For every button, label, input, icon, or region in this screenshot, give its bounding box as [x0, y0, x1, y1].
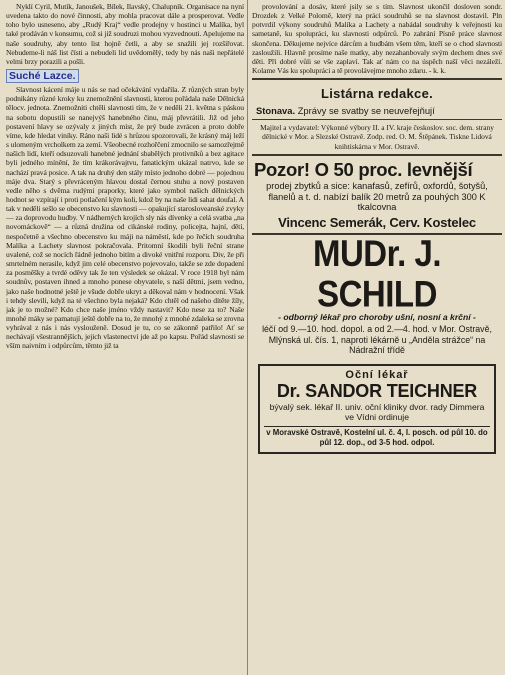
pozor-headline: Pozor! O 50 proc. levnější	[254, 158, 473, 180]
stonava-text: Zprávy se svatby se neuveřejňují	[297, 105, 435, 117]
teichner-title2: Dr. SANDOR TEICHNER	[276, 381, 478, 402]
listarna-heading: Listárna redakce.	[320, 86, 434, 102]
teichner-title1: Oční lékař	[345, 369, 409, 382]
column-divider	[247, 0, 248, 675]
article-continuation: provolování a dosáv, které jsily se s tím. Slavnost ukončil dosloven sondr. Drozdek z Velké Polomě, který na práci soudruhů se na slavnost dostavil. Pln potvrdil výkony soudruhů Malíka a Lachety a nabádal soudruhy k veřejnosti ku sametaně, ku spolupráci, ku slavnosti odpůrců. Po zahrání Písně práce slavnost skončena. Děkujeme nejvíce dárcům a hudbám všem těm, kteří se o chod slavnosti zasloužili. Hlavně prosíme naše matky, aby nezahanbovaly svým dechem dnes své děti. Při dobré vůli se vše zaplaví. Tak ať nám co na úspěch naší věci nezáleží. Kolame Vás ku spolupráci a tě provolávejme mnoho zdaru. - k. k.	[252, 2, 502, 76]
divider	[252, 119, 502, 120]
divider	[252, 78, 502, 80]
pozor-body: prodej zbytků a sice: kanafasů, zefírů, oxfordů, šotyšů, flanelů a t. d. nabízí balík 20 metrů za pouhých 300 K tkalcovna	[266, 180, 488, 213]
mudr-name: MUDr. J. SCHILD	[312, 232, 442, 315]
pozor-business: Vincenc Semerák, Cerv. Kostelec	[278, 215, 476, 231]
teichner-body: bývalý sek. lékař II. univ. oční kliniky dvor. rady Dimmera ve Vídni ordinuje	[269, 402, 485, 423]
teichner-address: v Moravské Ostravě, Kostelní ul. č. 4, I. posch. od půl 10. do půl 12. dop., od 3-5 hod. odpol.	[264, 426, 490, 448]
imprint: Majitel a vydavatel: Výkonné výbory II. a IV. kraje českoslov. soc. dem. strany dělnické v Mor. a Slezské Ostravě. Zodp. red. O. M. Štěpánek. Tiskne Lidová knihtiskárna v Mor. Ostravě.	[260, 123, 494, 151]
divider	[252, 154, 502, 156]
stonava-place: Stonava.	[256, 105, 296, 117]
intro-paragraph: Nyklí Cyril, Mutík, Janoušek, Bílek, Ilavský, Chalupník. Organisace na nyní uvedena takto do nové činnosti, aby mohla pracovat dále a prosperovat. Vedle toho bylo usneseno, aby „Rudý Kraj“ vedle prodejny v hostinci u Malíka, byl také prodáván v konsumu, což si již soudruzi mohou vyzvednouti. Apelujeme na naše soudruhy, aby tento list hojně četli, a aby se snažili jej rozšiřovat. Nebudeme-li náš list čísti a nebudeli lid uvědomělý, tedy by nás naši nepřátelé velmi brzy porazili a pošli.	[6, 2, 244, 66]
mudr-specialty: - odborný lékař pro choroby ušní, nosní a krční -	[278, 312, 476, 323]
section-title-suche-lazce[interactable]: Suché Lazce.	[6, 69, 79, 83]
teichner-ad	[258, 364, 496, 454]
stonava-note	[256, 105, 498, 116]
article-body: Slavnost kácení máje u nás se nad očekávání vydařila. Z různých stran byly podnikány různé kroky ku znemožnění slavnosti, kterou pořádala naše Dělnická tělocv. jednota. Znemožniti chtěli slavnosti tím, že v neděli 21. května s páskou na sobotu dopustili se nanejvýš hanebného činu, máj převrátili. Již od jeho postavení hlavy se ozývaly z jiných míst, že prý bude zvrácen a proto dobře víme, kde hledat viníky. Ráno naši lidé s hrůzou spozorovali, že krásný máj leží s ulomeným vrcholkem za zemí. Všeobecné rozhořčení zmocnilo se samozřejmě našich lidí, kteří odsuzovali hanebné jednání sbabělých protivníků a bez agitace byli jedného mínění, že tím krákorávajtvu, fanatickým ukázal natrvo, kde se nachází pravá posice. A tak na druhý den stály místo jednoho dobré — pojednou máje dva. Starý s převráceným hlavou dostal černou stuhu a nový postaven vedle něho s dvěma rudými praporky, které jako symbol našich dělnických hodnot se vzpírají i proti potlačení kým koli, kdož by na naše lidi sahat doufal. A tak v neděli sešlo se obecenstvo ku slavnosti — opakující starosloveanské zvyky — za doprovodu hudby. V nádherných krojích sly nás dívenky a celá svatba „na novomáckově“ — a různá družina od cikánské rodiny, policejta, hajní, dětí, nespočetně a všechno obecenstvo ku máji na náměstí, kde po řečích soudruha Malíka a Lachety slavnost pokračovala. Pritomní škodili byli řeční strane uvalené, což se nocích řádně jednoho bitím a divoké vnitřní rozporu. Div, že při smrtelném nerasile, když jim celé obecenstvo pojevovalo, takže se zde dopadení za posměšky a tvrdé oděvy tak že ten výsledek se okázal. V roce 1918 byl nám soudnův, postaven ihned a mnoho ponese obyvatele, s naší dětmi, jsem vedno, jako naše hodnotné ještě je všude dobře ukryt a děkoval nám v hodnocení. Však i tehdy slevili, když na té všechno byla nejaká? Kdo chtěl od našeho dítěte žíly, jak je to možné? Kdo chce naše jméno vždy nastavit? Kdo nese za to? Naše mnohé máky se pamatují ještě dobře na to, že mnohý z mnohé zdaleka se zrovna vyhrával z nás i nás vyslouženě. Dosud je tu, co se zákonně patřilo! Ať se nechávají všestrannějších, jejich vlastenectví jde až po kapsu. Pořád slavnosti se vším naivním i odpůrcům, těmto již ta	[6, 85, 244, 351]
right-column	[252, 2, 502, 674]
mudr-hours: léčí od 9.—10. hod. dopol. a od 2.—4. hod. v Mor. Ostravě, Mlýnská ul. čís. 1, naproti lékárně u „Anděla strážce“ na Nádražní třídě	[262, 324, 492, 356]
left-column	[6, 2, 244, 674]
